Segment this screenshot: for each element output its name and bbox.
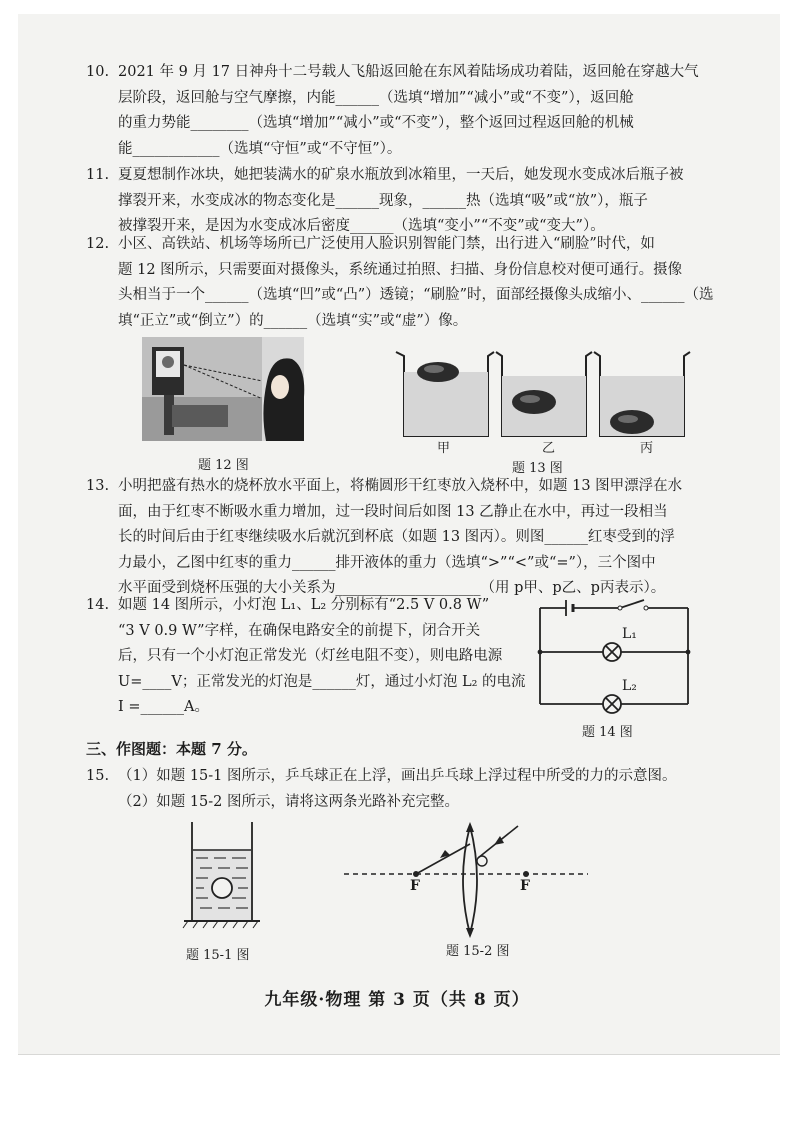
lamp-l1-label: L₁ (622, 626, 637, 642)
question-text-line: 题 12 图所示，只需要面对摄像头，系统通过拍照、扫描、身份信息校对便可通行。摄像 (118, 261, 683, 278)
figure-12-photo (142, 337, 304, 441)
lamp-l2-label: L₂ (622, 678, 637, 694)
question-text-line: 小明把盛有热水的烧杯放水平面上，将椭圆形干红枣放入烧杯中，如题 13 图甲漂浮在水 (118, 478, 683, 494)
focus-label-right: F (520, 878, 530, 894)
question-text-line: 面，由于红枣不断吸水重力增加，过一段时间后如图 13 乙静止在水中，再过一段相当 (118, 503, 668, 520)
question-text-line: 填“正立”或“倒立”）的______（选填“实”或“虚”）像。 (118, 312, 468, 329)
figure-13-caption: 题 13 图 (512, 461, 563, 476)
question-text-line: 力最小，乙图中红枣的重力______排开液体的重力（选填“>”“<”或“=”），三个图中 (118, 554, 656, 571)
question-text-line: 如题 14 图所示，小灯泡 L₁、L₂ 分别标有“2.5 V 0.8 W” (118, 597, 490, 613)
incident-ray-1 (416, 844, 470, 874)
beaker-label-bing: 丙 (640, 441, 654, 456)
beaker-jia (396, 352, 494, 436)
question-text-line: 层阶段，返回舱与空气摩擦，内能______（选填“增加”“减小”或“不变”），返回舱 (118, 89, 634, 106)
question-text-line: 撑裂开来，水变成冰的物态变化是______现象，______热（选填“吸”或“放”），瓶子 (118, 192, 648, 209)
question-number: 13. (86, 478, 110, 494)
beaker-yi (496, 352, 592, 436)
question-text-line: 的重力势能________（选填“增加”“减小”或“不变”），整个返回过程返回舱的机械 (118, 115, 634, 131)
figure-15-2-caption: 题 15-2 图 (446, 944, 510, 959)
question-text-line: I =______A。 (118, 699, 209, 715)
beaker-label-yi: 乙 (542, 441, 556, 456)
question-text-line: 2021 年 9 月 17 日神舟十二号载人飞船返回舱在东风着陆场成功着陆，返回舱在穿越大气 (118, 64, 699, 80)
question-number: 10. (86, 64, 110, 80)
question-10 (86, 60, 718, 162)
question-text-line: U=____V；正常发光的灯泡是______灯，通过小灯泡 L₂ 的电流 (118, 673, 526, 690)
question-text-line: 夏夏想制作冰块，她把装满水的矿泉水瓶放到冰箱里，一天后，她发现水变成冰后瓶子被 (118, 167, 684, 183)
question-text-line: 能____________（选填“守恒”或“不守恒”）。 (118, 140, 402, 157)
question-text-line: 头相当于一个______（选填“凹”或“凸”）透镜；“刷脸”时，面部经摄像头成缩小、______（选 (118, 287, 714, 303)
figure-14-circuit (536, 600, 696, 718)
page-footer: 九年级·物理 第 3 页（共 8 页） (264, 990, 530, 1010)
question-number: 15. (86, 768, 110, 784)
figure-15-1-caption: 题 15-1 图 (186, 948, 250, 963)
question-text-line: 水平面受到烧杯压强的大小关系为____________________（用 p甲、p乙、p丙表示）。 (118, 580, 666, 596)
figure-15-2-lens (344, 826, 588, 938)
section-3-heading: 三、作图题：本题 7 分。 (86, 740, 257, 758)
question-15 (86, 764, 718, 815)
question-text-line: （2）如题 15-2 图所示，请将这两条光路补充完整。 (118, 793, 460, 810)
question-text-line: 长的时间后由于红枣继续吸水后就沉到杯底（如题 13 图丙）。则图______红枣受到的浮 (118, 529, 675, 545)
question-number: 11. (86, 167, 110, 183)
question-number: 12. (86, 236, 110, 252)
figure-13-beakers (394, 348, 694, 440)
question-text-line: （1）如题 15-1 图所示，乒乓球正在上浮，画出乒乓球上浮过程中所受的力的示意图。 (118, 768, 677, 784)
question-text-line: 小区、高铁站、机场等场所已广泛使用人脸识别智能门禁，出行进入“刷脸”时代，如 (118, 236, 655, 252)
focus-left (413, 871, 419, 877)
beaker-label-jia: 甲 (437, 441, 451, 456)
figure-14-caption: 题 14 图 (582, 725, 633, 740)
question-text-line: 后，只有一个小灯泡正常发光（灯丝电阻不变），则电路电源 (118, 648, 503, 664)
convex-lens (463, 826, 477, 934)
question-13 (86, 474, 718, 602)
focus-label-left: F (410, 878, 420, 894)
question-14 (86, 593, 538, 721)
figure-15-1-container (188, 822, 260, 932)
question-12 (86, 232, 718, 334)
switch-blade (620, 600, 644, 608)
question-11 (86, 163, 718, 240)
question-number: 14. (86, 597, 110, 613)
question-text-line: 被撑裂开来，是因为水变成冰后密度______（选填“变小”“不变”或“变大”）。 (118, 218, 605, 234)
question-text-line: “3 V 0.9 W”字样，在确保电路安全的前提下，闭合开关 (118, 622, 481, 639)
figure-12-caption: 题 12 图 (198, 458, 249, 473)
beaker-bing (594, 352, 690, 436)
focus-right (523, 871, 529, 877)
